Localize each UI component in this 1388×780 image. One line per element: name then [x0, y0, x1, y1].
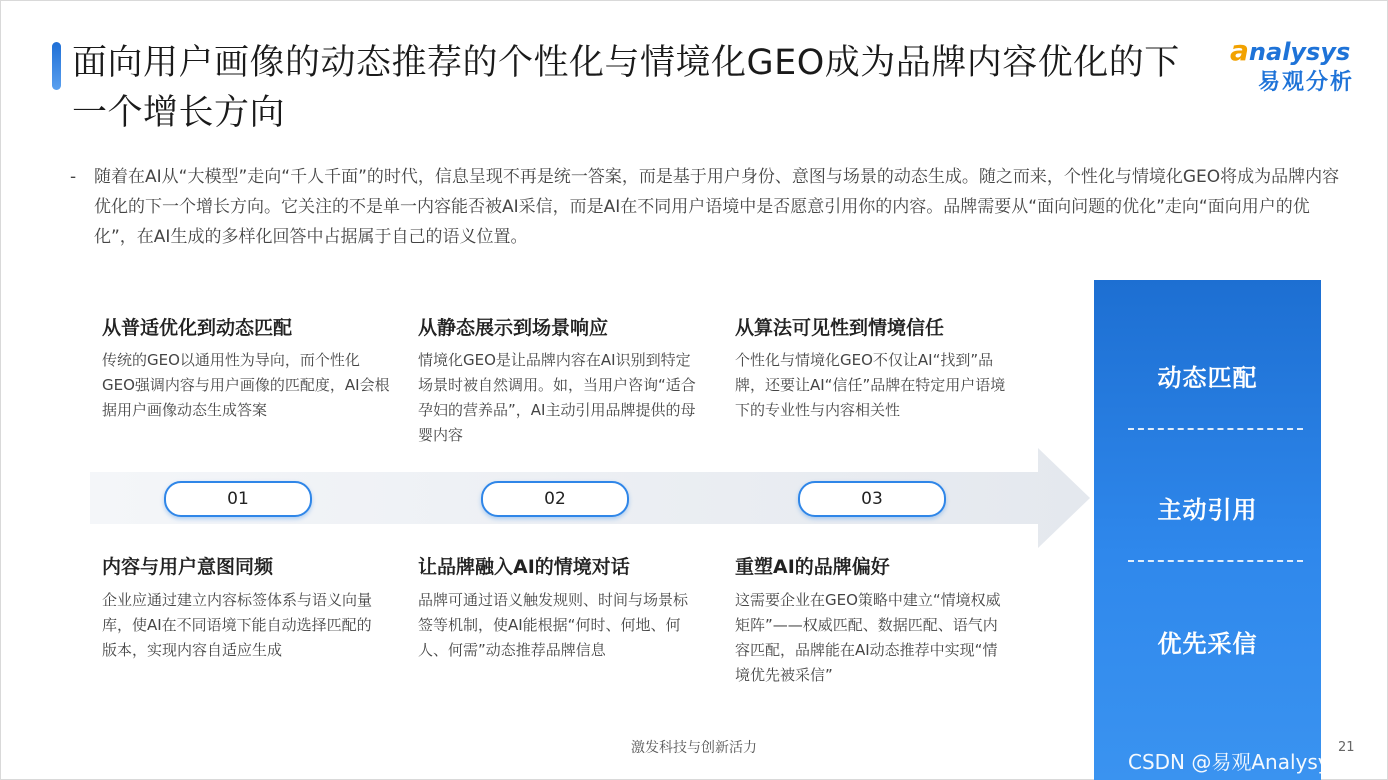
title-accent-bar	[52, 42, 61, 90]
side-divider	[1128, 428, 1303, 430]
intro-bullet: -	[70, 167, 77, 187]
intro-paragraph	[70, 162, 1340, 252]
analysys-logo	[1230, 34, 1370, 104]
step1-top-body: 传统的GEO以通用性为导向，而个性化GEO强调内容与用户画像的匹配度，AI会根据用户画像动态生成答案	[102, 351, 390, 419]
step3-bottom-title: 重塑AI的品牌偏好	[735, 556, 890, 578]
csdn-watermark: CSDN @易观Analysys	[1128, 750, 1341, 774]
step1-bottom-body: 企业应通过建立内容标签体系与语义向量库，使AI在不同语境下能自动选择匹配的版本，实现内容自适应生成	[102, 591, 373, 659]
step2-number-pill: 02	[481, 481, 629, 517]
step1-top-title: 从普适优化到动态匹配	[102, 317, 293, 339]
page-title: 面向用户画像的动态推荐的个性化与情境化GEO成为品牌内容优化的下一个增长方向	[72, 43, 1180, 133]
logo-text-en: nalysys	[1248, 38, 1351, 66]
logo-text-cn: 易观分析	[1258, 70, 1355, 95]
intro-text: 随着在AI从“大模型”走向“千人千面”的时代，信息呈现不再是统一答案，而是基于用户身份、意图与场景的动态生成。随之而来，个性化与情境化GEO将成为品牌内容优化的下一个增长方向。它关注的不是单一内容能否被AI采信，而是AI在不同用户语境中是否愿意引用你的内容。品牌需要从“面向问题的优化”走向“面向用户的优化”，在AI生成的多样化回答中占据属于自己的语义位置。	[94, 167, 1340, 247]
footer-slogan: 激发科技与创新活力	[631, 740, 757, 756]
side-divider	[1128, 560, 1303, 562]
step3-number-pill: 03	[798, 481, 946, 517]
side-item-priority-trust: 优先采信	[1157, 630, 1258, 658]
side-item-active-cite: 主动引用	[1157, 496, 1258, 524]
step3-top-title: 从算法可见性到情境信任	[735, 317, 945, 339]
summary-side-panel	[1094, 280, 1321, 780]
step2-bottom-title: 让品牌融入AI的情境对话	[418, 556, 630, 578]
step3-bottom-body: 这需要企业在GEO策略中建立“情境权威矩阵”——权威匹配、数据匹配、语气内容匹配，品牌能在AI动态推荐中实现“情境优先被采信”	[735, 591, 1001, 684]
step2-bottom-body: 品牌可通过语义触发规则、时间与场景标签等机制，使AI能根据“何时、何地、何人、何需”动态推荐品牌信息	[418, 591, 689, 659]
step1-bottom-title: 内容与用户意图同频	[102, 556, 274, 578]
step3-top-body: 个性化与情境化GEO不仅让AI“找到”品牌，还要让AI“信任”品牌在特定用户语境下的专业性与内容相关性	[735, 351, 1006, 419]
step2-top-title: 从静态展示到场景响应	[418, 317, 609, 339]
page-number: 21	[1338, 740, 1355, 755]
logo-a-mark: a	[1230, 34, 1249, 67]
step1-number-pill: 01	[164, 481, 312, 517]
side-item-dynamic-match: 动态匹配	[1157, 364, 1258, 392]
step2-top-body: 情境化GEO是让品牌内容在AI识别到特定场景时被自然调用。如，当用户咨询“适合孕妇的营养品”，AI主动引用品牌提供的母婴内容	[418, 351, 696, 444]
